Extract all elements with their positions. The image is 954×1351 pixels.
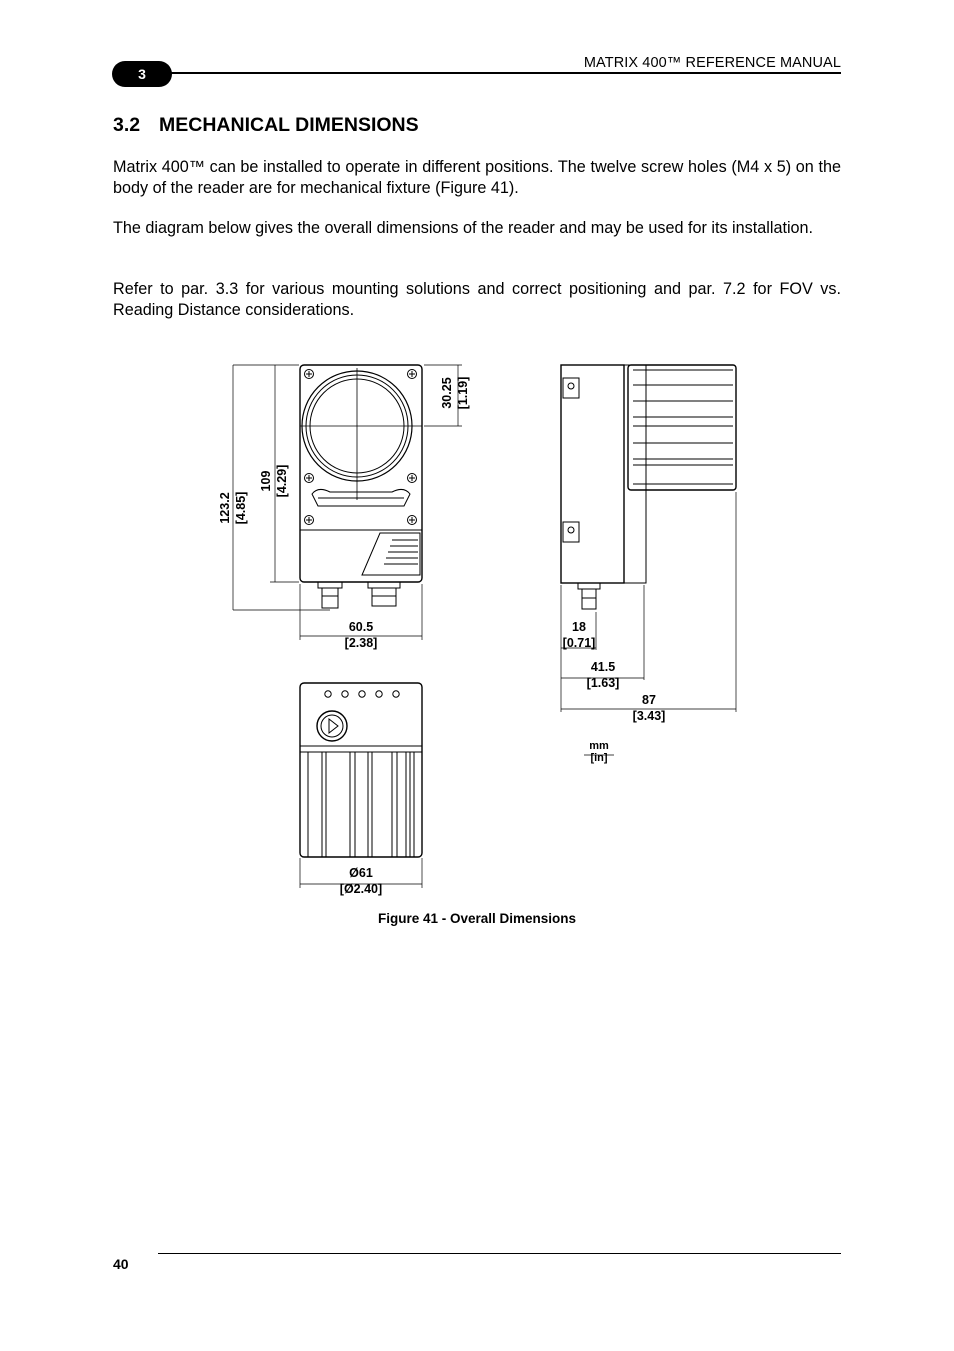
dimension-drawing-svg (0, 340, 954, 910)
dim-overall-height: 123.2 [4.85] (218, 491, 248, 525)
running-title: MATRIX 400™ REFERENCE MANUAL (583, 55, 841, 71)
units-primary: mm (589, 740, 609, 752)
paragraph-refer: Refer to par. 3.3 for various mounting solutions and correct positioning and par. 7.2 for FOV vs. Reading Distance considerations. (113, 280, 841, 319)
header-rule (150, 72, 841, 74)
section-heading (113, 114, 419, 137)
paragraph-intro: Matrix 400™ can be installed to operate in different positions. The twelve screw holes (M4 x 5) on the body of the reader are for mechanical fixture (Figure 41). (113, 158, 841, 197)
dim-front-width: 60.5 [2.38] (344, 620, 378, 650)
dim-body-height: 109 [4.29] (259, 464, 289, 498)
units-legend (580, 740, 618, 764)
page-number: 40 (113, 1256, 129, 1272)
paragraph-diagram: The diagram below gives the overall dimensions of the reader and may be used for its installation. (113, 219, 814, 237)
units-secondary: [in] (590, 752, 608, 764)
dim-lens-offset: 30.25 [1.19] (440, 376, 470, 410)
chapter-badge: 3 (112, 61, 172, 87)
dim-lens-diameter: Ø61 [Ø2.40] (339, 866, 383, 896)
dim-overall-depth: 87 [3.43] (632, 693, 666, 723)
footer-rule (158, 1253, 841, 1254)
dim-connector-depth: 18 [0.71] (562, 620, 596, 650)
section-number: 3.2 (113, 114, 141, 136)
dim-body-depth: 41.5 [1.63] (586, 660, 620, 690)
section-title: MECHANICAL DIMENSIONS (159, 114, 419, 136)
figure-caption: Figure 41 - Overall Dimensions (377, 911, 577, 926)
bottom-view (300, 683, 422, 888)
dimension-drawing (0, 340, 954, 910)
